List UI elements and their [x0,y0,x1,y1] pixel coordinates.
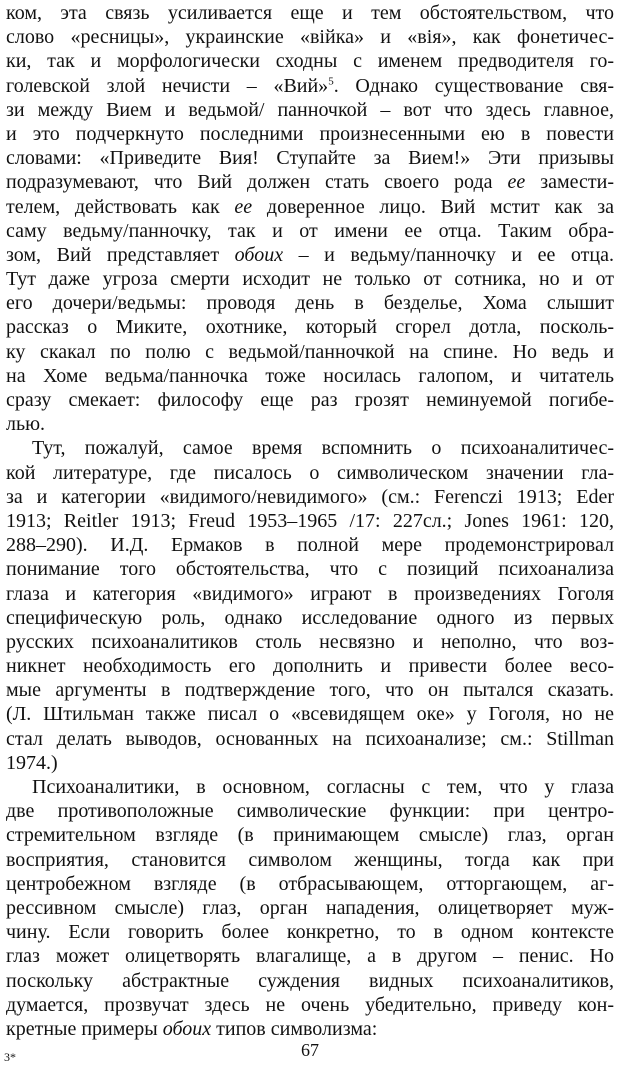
text-line: Тут, пожалуй, самое время вспомнить о психоаналитичес- [32,437,614,460]
text-line: восприятия, становится символом женщины, тогда как при [6,848,614,871]
text-line: ки, так и морфологически сходны с именем предводителя го- [6,50,614,73]
text-line: кретные примеры обоих типов символизма: [6,1017,378,1040]
text-line: рессивном смысле) глаз, орган нападения, олицетворяет муж- [6,896,614,919]
paragraph [6,436,614,775]
text-line: Тут даже угроза смерти исходит не только от сотника, но и от [6,268,614,291]
text-line: кой литературе, где писалось о символическом значении гла- [6,461,614,484]
text-line: голевской злой нечисти – «Вий»$^5$. Однако существование свя- [6,74,614,97]
text-line: глаза и категория «видимого» играют в произведениях Гоголя [6,582,614,605]
text-line: телем, действовать как ее доверенное лицо. Вий мстит как за [6,195,614,218]
text-line: и это подчеркнуто последними произнесенными ею в повести [6,122,614,145]
text-line: 1974.) [6,751,58,774]
text-line: русских психоаналитиков столь несвязно и неполно, что воз- [6,630,614,653]
text-line: сразу смекает: философу еще раз грозят неминуемой погибе- [6,389,614,411]
text-line: подразумевают, что Вий должен стать своего рода ее замести- [6,171,614,194]
text-line: глаз может олицетворять влагалище, а в другом – пенис. Но [6,945,614,968]
text-line: центробежном взгляде (в отбрасывающем, отторгающем, аг- [6,872,614,895]
text-line: две противоположные символические функции: при центро- [6,800,614,823]
page-number: 67 [301,1040,319,1060]
text-line: (Л. Штильман также писал о «всевидящем оке» у Гоголя, но не [6,703,614,726]
text-line: чину. Если говорить более конкретно, то в одном контексте [6,921,614,944]
paragraph [6,1,614,436]
text-line: зом, Вий представляет обоих – и ведьму/панночку и ее отца. [6,243,614,266]
body-text [6,1,614,1041]
text-line: словами: «Приведите Вия! Ступайте за Вием!» Эти призывы [6,147,614,170]
text-line: саму ведьму/панночку, так и от имени ее отца. Таким обра- [6,219,614,242]
text-line: стремительном взгляде (в принимающем смысле) глаз, орган [6,824,614,847]
printer-signature-mark: 3* [4,1050,16,1064]
text-line: никнет необходимость его дополнить и привести более весо- [6,655,614,678]
text-line: за и категории «видимого/невидимого» (см.: Ferenczi 1913; Eder [6,485,614,508]
text-line: думается, прозвучат здесь не очень убедительно, приведу кон- [6,993,614,1016]
text-line: лью. [6,413,46,436]
text-line: поскольку абстрактные суждения видных психоаналитиков, [6,969,614,992]
text-line: на Хоме ведьма/панночка тоже носилась галопом, и читатель [6,364,614,387]
text-line: зи между Вием и ведьмой/ панночкой – вот что здесь главное, [6,98,614,121]
text-line: ку скакал по полю с ведьмой/панночкой на спине. Но ведь и [6,340,614,363]
text-line: 1913; Reitler 1913; Freud 1953–1965 /17: 227сл.; Jones 1961: 120, [6,509,614,532]
text-line: его дочери/ведьмы: проводя день в безделье, Хома слышит [6,292,614,315]
text-line: специфическую роль, однако исследование одного из первых [6,606,614,629]
text-line: ком, эта связь усиливается еще и тем обстоятельством, что [6,2,614,24]
text-line: 288–290). И.Д. Ермаков в полной мере продемонстрировал [6,534,614,557]
text-line: рассказ о Миките, охотнике, который сгорел дотла, посколь- [6,316,614,339]
text-line: стал делать выводов, основанных на психоанализе; см.: Stillman [6,727,614,750]
text-line: Психоаналитики, в основном, согласны с тем, что у глаза [32,776,614,798]
text-line: слово «ресницы», украинские «вiйка» и «вiя», как фонетичес- [6,26,614,49]
text-line: понимание того обстоятельства, что с позиций психоанализа [6,558,614,581]
paragraph [6,775,614,1041]
text-line: мые аргументы в подтверждение того, что он пытался сказать. [6,679,614,702]
